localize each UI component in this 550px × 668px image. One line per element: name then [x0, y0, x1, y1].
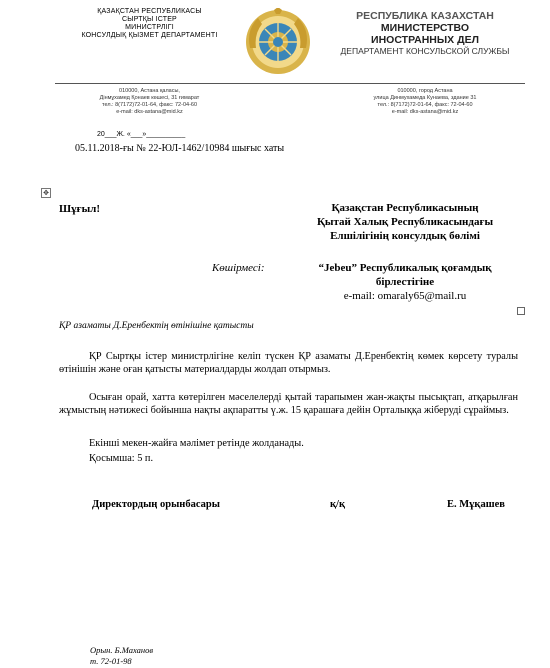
body-paragraph: ҚР Сыртқы істер министрлігіне келіп түскен ҚР азаматы Д.Еренбектің көмек көрсету туралы өтінішін және оған қатысты материалдарды жолдап отырмыз.	[59, 351, 518, 375]
signatory-name: Е. Мұқашев	[447, 499, 505, 510]
executor-phone: т. 72-01-98	[90, 656, 132, 666]
copy-org: “Jebeu” Республикалық қоғамдық бірлестігіне	[318, 262, 492, 288]
header-ru-block	[325, 10, 525, 57]
header-ru-line: МИНИСТЕРСТВО	[380, 22, 470, 34]
header-kz-line: СЫРТҚЫ ІСТЕР	[122, 16, 177, 23]
executor-name: Орын. Б.Маханов	[90, 645, 154, 655]
address-ru	[325, 88, 525, 116]
executor-block	[90, 645, 153, 667]
header-ru-line: РЕСПУБЛИКА КАЗАХСТАН	[356, 10, 494, 22]
urgent-mark: Шұғыл!	[59, 203, 100, 215]
address-line: 010000, Астана қаласы,	[119, 88, 180, 94]
header-kz-line: МИНИСТРЛІГІ	[125, 24, 174, 31]
header-kz-block	[62, 8, 237, 40]
recipient-line: Қытай Халық Республикасындағы	[316, 216, 494, 228]
address-kz	[62, 88, 237, 116]
copy-label: Көшірмесі:	[212, 262, 265, 274]
subject-line: ҚР азаматы Д.Еренбектің өтінішіне қатысты	[59, 321, 254, 331]
table-resize-handle[interactable]	[517, 307, 525, 315]
date-line: 20___Ж. «___»__________	[97, 131, 186, 138]
address-line: Дінмұхамед Қонаев көшесі, 31 ғимарат	[99, 95, 200, 101]
header-kz-line: КОНСУЛДЫҚ ҚЫЗМЕТ ДЕПАРТАМЕНТІ	[81, 32, 218, 39]
header-divider	[55, 83, 525, 84]
kazakhstan-state-emblem-icon	[244, 8, 312, 76]
copy-email[interactable]: e-mail: omaraly65@mail.ru	[343, 290, 467, 302]
copy-recipient	[290, 261, 520, 303]
address-line: e-mail: dks-astana@mid.kz	[116, 109, 183, 115]
header-kz-line: ҚАЗАҚСТАН РЕСПУБЛИКАСЫ	[97, 8, 202, 15]
address-line: тел.: 8(7172)72-01-64, факс: 72-04-60	[101, 102, 198, 108]
address-line: тел.: 8(7172)72-01-64, факс: 72-04-60	[377, 102, 473, 108]
header-ru-line: ИНОСТРАННЫХ ДЕЛ	[371, 34, 479, 46]
signature-mark: қ/қ	[330, 499, 346, 510]
table-move-handle-icon[interactable]: ✥	[41, 188, 51, 198]
recipient-line: Қазақстан Республикасының	[331, 202, 479, 214]
address-line: улица Динмухамеда Кунаева, здание 31	[373, 95, 477, 101]
body-paragraph: Екінші мекен-жайға мәлімет ретінде жолданады.	[89, 438, 304, 449]
attachment-line: Қосымша: 5 п.	[89, 453, 154, 464]
address-line: e-mail: dks-astana@mid.kz	[391, 109, 459, 115]
recipient-block	[285, 201, 525, 243]
address-line: 010000, город Астана	[397, 88, 453, 94]
body-paragraph: Осыған орай, хатта көтерілген мәселелерді қытай тарапымен жан-жақты пысықтап, атқарылған жұмыстың нәтижесі бойынша нақты ақпаратты ү.ж. 15 қарашаға дейін Орталыққа жіберуді сұраймыз.	[59, 392, 518, 416]
signatory-title: Директордың орынбасары	[92, 499, 220, 510]
recipient-line: Елшілігінің консулдық бөлімі	[330, 230, 480, 242]
outgoing-number: 05.11.2018-ғы № 22-ЮЛ-1462/10984 шығыс хаты	[75, 143, 285, 154]
header-ru-line: ДЕПАРТАМЕНТ КОНСУЛЬСКОЙ СЛУЖБЫ	[340, 46, 510, 56]
